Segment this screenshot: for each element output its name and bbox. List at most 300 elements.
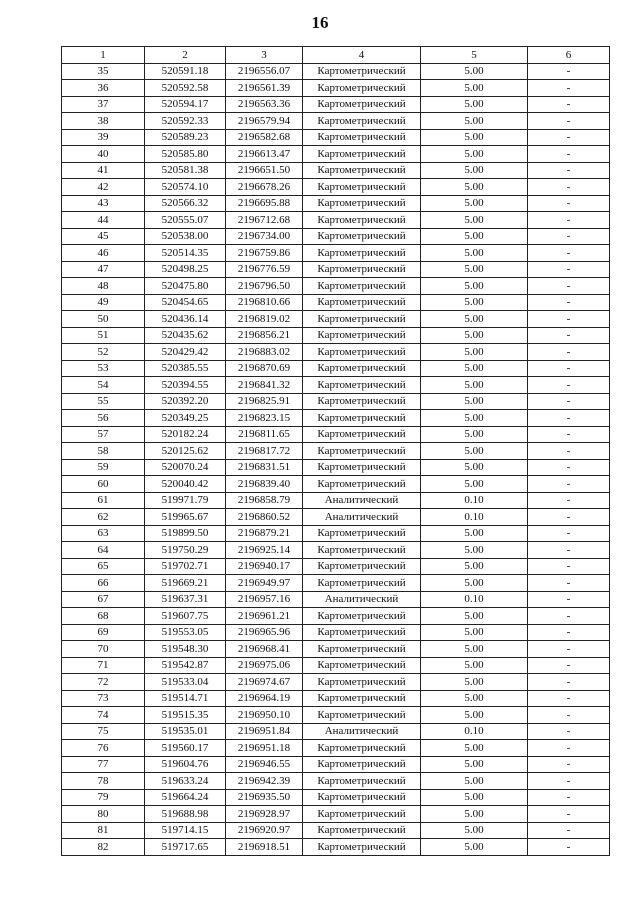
note-cell: -: [528, 839, 610, 856]
point-number-cell: 71: [62, 657, 145, 674]
point-number-cell: 69: [62, 624, 145, 641]
note-cell: -: [528, 740, 610, 757]
note-cell: -: [528, 278, 610, 295]
note-cell: -: [528, 294, 610, 311]
y-coordinate-cell: 2196734.00: [226, 228, 303, 245]
note-cell: -: [528, 756, 610, 773]
accuracy-cell: 5.00: [421, 839, 528, 856]
x-coordinate-cell: 520385.55: [145, 360, 226, 377]
y-coordinate-cell: 2196856.21: [226, 327, 303, 344]
method-cell: Картометрический: [303, 327, 421, 344]
table-row: [62, 146, 610, 163]
accuracy-cell: 5.00: [421, 608, 528, 625]
y-coordinate-cell: 2196965.96: [226, 624, 303, 641]
point-number-cell: 39: [62, 129, 145, 146]
y-coordinate-cell: 2196712.68: [226, 212, 303, 229]
note-cell: -: [528, 608, 610, 625]
accuracy-cell: 5.00: [421, 624, 528, 641]
x-coordinate-cell: 519542.87: [145, 657, 226, 674]
x-coordinate-cell: 520555.07: [145, 212, 226, 229]
y-coordinate-cell: 2196964.19: [226, 690, 303, 707]
point-number-cell: 37: [62, 96, 145, 113]
point-number-cell: 78: [62, 773, 145, 790]
point-number-cell: 63: [62, 525, 145, 542]
method-cell: Картометрический: [303, 344, 421, 361]
y-coordinate-cell: 2196582.68: [226, 129, 303, 146]
note-cell: -: [528, 212, 610, 229]
x-coordinate-cell: 519514.71: [145, 690, 226, 707]
accuracy-cell: 5.00: [421, 558, 528, 575]
accuracy-cell: 5.00: [421, 426, 528, 443]
table-row: [62, 575, 610, 592]
y-coordinate-cell: 2196858.79: [226, 492, 303, 509]
note-cell: -: [528, 228, 610, 245]
point-number-cell: 64: [62, 542, 145, 559]
x-coordinate-cell: 520125.62: [145, 443, 226, 460]
x-coordinate-cell: 520394.55: [145, 377, 226, 394]
table-row: [62, 393, 610, 410]
point-number-cell: 58: [62, 443, 145, 460]
note-cell: -: [528, 591, 610, 608]
table-row: [62, 63, 610, 80]
method-cell: Картометрический: [303, 179, 421, 196]
accuracy-cell: 5.00: [421, 113, 528, 130]
method-cell: Картометрический: [303, 377, 421, 394]
y-coordinate-cell: 2196918.51: [226, 839, 303, 856]
accuracy-cell: 5.00: [421, 707, 528, 724]
point-number-cell: 53: [62, 360, 145, 377]
x-coordinate-cell: 520070.24: [145, 459, 226, 476]
note-cell: -: [528, 327, 610, 344]
column-header-6: 6: [528, 47, 610, 64]
table-row: [62, 327, 610, 344]
column-header-4: 4: [303, 47, 421, 64]
x-coordinate-cell: 519717.65: [145, 839, 226, 856]
note-cell: -: [528, 806, 610, 823]
note-cell: -: [528, 707, 610, 724]
point-number-cell: 55: [62, 393, 145, 410]
method-cell: Картометрический: [303, 294, 421, 311]
table-row: [62, 311, 610, 328]
table-row: [62, 492, 610, 509]
table-row: [62, 591, 610, 608]
table-row: [62, 773, 610, 790]
accuracy-cell: 5.00: [421, 129, 528, 146]
x-coordinate-cell: 519515.35: [145, 707, 226, 724]
accuracy-cell: 0.10: [421, 509, 528, 526]
accuracy-cell: 5.00: [421, 261, 528, 278]
note-cell: -: [528, 459, 610, 476]
x-coordinate-cell: 520585.80: [145, 146, 226, 163]
note-cell: -: [528, 624, 610, 641]
point-number-cell: 57: [62, 426, 145, 443]
point-number-cell: 79: [62, 789, 145, 806]
point-number-cell: 40: [62, 146, 145, 163]
table-row: [62, 558, 610, 575]
note-cell: -: [528, 146, 610, 163]
note-cell: -: [528, 113, 610, 130]
point-number-cell: 46: [62, 245, 145, 262]
y-coordinate-cell: 2196651.50: [226, 162, 303, 179]
point-number-cell: 41: [62, 162, 145, 179]
y-coordinate-cell: 2196810.66: [226, 294, 303, 311]
note-cell: -: [528, 311, 610, 328]
accuracy-cell: 5.00: [421, 674, 528, 691]
accuracy-cell: 5.00: [421, 657, 528, 674]
point-number-cell: 62: [62, 509, 145, 526]
method-cell: Картометрический: [303, 707, 421, 724]
x-coordinate-cell: 520454.65: [145, 294, 226, 311]
x-coordinate-cell: 519637.31: [145, 591, 226, 608]
x-coordinate-cell: 519535.01: [145, 723, 226, 740]
method-cell: Картометрический: [303, 558, 421, 575]
note-cell: -: [528, 690, 610, 707]
table-row: [62, 212, 610, 229]
point-number-cell: 52: [62, 344, 145, 361]
table-row: [62, 443, 610, 460]
y-coordinate-cell: 2196819.02: [226, 311, 303, 328]
x-coordinate-cell: 519553.05: [145, 624, 226, 641]
method-cell: Аналитический: [303, 509, 421, 526]
accuracy-cell: 5.00: [421, 96, 528, 113]
x-coordinate-cell: 520475.80: [145, 278, 226, 295]
x-coordinate-cell: 519702.71: [145, 558, 226, 575]
method-cell: Картометрический: [303, 393, 421, 410]
table-row: [62, 839, 610, 856]
note-cell: -: [528, 195, 610, 212]
x-coordinate-cell: 519533.04: [145, 674, 226, 691]
x-coordinate-cell: 520592.33: [145, 113, 226, 130]
note-cell: -: [528, 344, 610, 361]
note-cell: -: [528, 261, 610, 278]
x-coordinate-cell: 519750.29: [145, 542, 226, 559]
table-row: [62, 96, 610, 113]
accuracy-cell: 5.00: [421, 822, 528, 839]
y-coordinate-cell: 2196925.14: [226, 542, 303, 559]
table-row: [62, 360, 610, 377]
table-row: [62, 624, 610, 641]
y-coordinate-cell: 2196839.40: [226, 476, 303, 493]
x-coordinate-cell: 520435.62: [145, 327, 226, 344]
point-number-cell: 74: [62, 707, 145, 724]
method-cell: Картометрический: [303, 476, 421, 493]
accuracy-cell: 5.00: [421, 525, 528, 542]
table-row: [62, 195, 610, 212]
point-number-cell: 68: [62, 608, 145, 625]
y-coordinate-cell: 2196776.59: [226, 261, 303, 278]
method-cell: Картометрический: [303, 212, 421, 229]
y-coordinate-cell: 2196975.06: [226, 657, 303, 674]
point-number-cell: 44: [62, 212, 145, 229]
y-coordinate-cell: 2196949.97: [226, 575, 303, 592]
accuracy-cell: 5.00: [421, 393, 528, 410]
table-row: [62, 261, 610, 278]
table-row: [62, 740, 610, 757]
y-coordinate-cell: 2196561.39: [226, 80, 303, 97]
point-number-cell: 43: [62, 195, 145, 212]
accuracy-cell: 5.00: [421, 63, 528, 80]
x-coordinate-cell: 520498.25: [145, 261, 226, 278]
x-coordinate-cell: 520566.32: [145, 195, 226, 212]
accuracy-cell: 0.10: [421, 492, 528, 509]
note-cell: -: [528, 657, 610, 674]
accuracy-cell: 5.00: [421, 80, 528, 97]
note-cell: -: [528, 789, 610, 806]
table-row: [62, 245, 610, 262]
method-cell: Картометрический: [303, 195, 421, 212]
method-cell: Картометрический: [303, 245, 421, 262]
table-row: [62, 690, 610, 707]
note-cell: -: [528, 723, 610, 740]
method-cell: Картометрический: [303, 641, 421, 658]
method-cell: Картометрический: [303, 410, 421, 427]
table-row: [62, 657, 610, 674]
method-cell: Картометрический: [303, 542, 421, 559]
note-cell: -: [528, 63, 610, 80]
x-coordinate-cell: 520436.14: [145, 311, 226, 328]
table-row: [62, 410, 610, 427]
note-cell: -: [528, 542, 610, 559]
note-cell: -: [528, 410, 610, 427]
accuracy-cell: 5.00: [421, 228, 528, 245]
note-cell: -: [528, 443, 610, 460]
method-cell: Картометрический: [303, 674, 421, 691]
y-coordinate-cell: 2196759.86: [226, 245, 303, 262]
x-coordinate-cell: 520429.42: [145, 344, 226, 361]
y-coordinate-cell: 2196678.26: [226, 179, 303, 196]
x-coordinate-cell: 520594.17: [145, 96, 226, 113]
method-cell: Картометрический: [303, 459, 421, 476]
accuracy-cell: 5.00: [421, 245, 528, 262]
x-coordinate-cell: 520574.10: [145, 179, 226, 196]
table-row: [62, 278, 610, 295]
y-coordinate-cell: 2196841.32: [226, 377, 303, 394]
accuracy-cell: 5.00: [421, 806, 528, 823]
note-cell: -: [528, 476, 610, 493]
method-cell: Картометрический: [303, 789, 421, 806]
note-cell: -: [528, 80, 610, 97]
table-header-row: [62, 47, 610, 64]
accuracy-cell: 0.10: [421, 723, 528, 740]
y-coordinate-cell: 2196811.65: [226, 426, 303, 443]
accuracy-cell: 5.00: [421, 690, 528, 707]
y-coordinate-cell: 2196860.52: [226, 509, 303, 526]
note-cell: -: [528, 377, 610, 394]
y-coordinate-cell: 2196563.36: [226, 96, 303, 113]
x-coordinate-cell: 520538.00: [145, 228, 226, 245]
y-coordinate-cell: 2196579.94: [226, 113, 303, 130]
y-coordinate-cell: 2196940.17: [226, 558, 303, 575]
accuracy-cell: 5.00: [421, 146, 528, 163]
accuracy-cell: 5.00: [421, 377, 528, 394]
method-cell: Картометрический: [303, 63, 421, 80]
column-header-5: 5: [421, 47, 528, 64]
method-cell: Аналитический: [303, 492, 421, 509]
method-cell: Картометрический: [303, 822, 421, 839]
point-number-cell: 70: [62, 641, 145, 658]
x-coordinate-cell: 519548.30: [145, 641, 226, 658]
note-cell: -: [528, 575, 610, 592]
note-cell: -: [528, 245, 610, 262]
x-coordinate-cell: 519604.76: [145, 756, 226, 773]
point-number-cell: 50: [62, 311, 145, 328]
table-row: [62, 113, 610, 130]
x-coordinate-cell: 519899.50: [145, 525, 226, 542]
accuracy-cell: 5.00: [421, 195, 528, 212]
accuracy-cell: 5.00: [421, 740, 528, 757]
accuracy-cell: 5.00: [421, 162, 528, 179]
column-header-2: 2: [145, 47, 226, 64]
table-row: [62, 228, 610, 245]
accuracy-cell: 5.00: [421, 179, 528, 196]
point-number-cell: 59: [62, 459, 145, 476]
method-cell: Картометрический: [303, 228, 421, 245]
y-coordinate-cell: 2196950.10: [226, 707, 303, 724]
y-coordinate-cell: 2196870.69: [226, 360, 303, 377]
method-cell: Картометрический: [303, 426, 421, 443]
point-number-cell: 80: [62, 806, 145, 823]
x-coordinate-cell: 520591.18: [145, 63, 226, 80]
accuracy-cell: 5.00: [421, 278, 528, 295]
accuracy-cell: 5.00: [421, 410, 528, 427]
y-coordinate-cell: 2196831.51: [226, 459, 303, 476]
accuracy-cell: 5.00: [421, 542, 528, 559]
accuracy-cell: 5.00: [421, 476, 528, 493]
y-coordinate-cell: 2196928.97: [226, 806, 303, 823]
note-cell: -: [528, 492, 610, 509]
table-row: [62, 641, 610, 658]
x-coordinate-cell: 520581.38: [145, 162, 226, 179]
accuracy-cell: 5.00: [421, 360, 528, 377]
x-coordinate-cell: 519714.15: [145, 822, 226, 839]
accuracy-cell: 5.00: [421, 789, 528, 806]
point-number-cell: 51: [62, 327, 145, 344]
method-cell: Картометрический: [303, 839, 421, 856]
accuracy-cell: 5.00: [421, 641, 528, 658]
method-cell: Картометрический: [303, 443, 421, 460]
table-row: [62, 476, 610, 493]
point-number-cell: 65: [62, 558, 145, 575]
note-cell: -: [528, 162, 610, 179]
accuracy-cell: 5.00: [421, 344, 528, 361]
method-cell: Картометрический: [303, 575, 421, 592]
table-row: [62, 674, 610, 691]
method-cell: Картометрический: [303, 113, 421, 130]
y-coordinate-cell: 2196974.67: [226, 674, 303, 691]
method-cell: Картометрический: [303, 608, 421, 625]
method-cell: Картометрический: [303, 740, 421, 757]
note-cell: -: [528, 509, 610, 526]
page-number: 16: [311, 13, 329, 32]
method-cell: Аналитический: [303, 723, 421, 740]
table-row: [62, 822, 610, 839]
table-row: [62, 426, 610, 443]
y-coordinate-cell: 2196957.16: [226, 591, 303, 608]
x-coordinate-cell: 520514.35: [145, 245, 226, 262]
method-cell: Картометрический: [303, 525, 421, 542]
point-number-cell: 66: [62, 575, 145, 592]
coordinates-table: [61, 46, 610, 856]
y-coordinate-cell: 2196695.88: [226, 195, 303, 212]
table-row: [62, 179, 610, 196]
note-cell: -: [528, 773, 610, 790]
point-number-cell: 56: [62, 410, 145, 427]
y-coordinate-cell: 2196961.21: [226, 608, 303, 625]
note-cell: -: [528, 558, 610, 575]
x-coordinate-cell: 519669.21: [145, 575, 226, 592]
y-coordinate-cell: 2196968.41: [226, 641, 303, 658]
y-coordinate-cell: 2196825.91: [226, 393, 303, 410]
table-row: [62, 542, 610, 559]
table-row: [62, 509, 610, 526]
point-number-cell: 75: [62, 723, 145, 740]
method-cell: Картометрический: [303, 146, 421, 163]
x-coordinate-cell: 520589.23: [145, 129, 226, 146]
point-number-cell: 82: [62, 839, 145, 856]
table-row: [62, 723, 610, 740]
table-row: [62, 608, 610, 625]
method-cell: Картометрический: [303, 129, 421, 146]
note-cell: -: [528, 822, 610, 839]
column-header-3: 3: [226, 47, 303, 64]
table-row: [62, 344, 610, 361]
y-coordinate-cell: 2196613.47: [226, 146, 303, 163]
table-row: [62, 377, 610, 394]
y-coordinate-cell: 2196935.50: [226, 789, 303, 806]
table-row: [62, 525, 610, 542]
method-cell: Картометрический: [303, 690, 421, 707]
point-number-cell: 45: [62, 228, 145, 245]
accuracy-cell: 0.10: [421, 591, 528, 608]
y-coordinate-cell: 2196883.02: [226, 344, 303, 361]
method-cell: Картометрический: [303, 278, 421, 295]
table-row: [62, 756, 610, 773]
table-row: [62, 707, 610, 724]
table-row: [62, 294, 610, 311]
column-header-1: 1: [62, 47, 145, 64]
accuracy-cell: 5.00: [421, 773, 528, 790]
point-number-cell: 77: [62, 756, 145, 773]
y-coordinate-cell: 2196823.15: [226, 410, 303, 427]
x-coordinate-cell: 520040.42: [145, 476, 226, 493]
method-cell: Картометрический: [303, 773, 421, 790]
y-coordinate-cell: 2196556.07: [226, 63, 303, 80]
method-cell: Картометрический: [303, 162, 421, 179]
y-coordinate-cell: 2196796.50: [226, 278, 303, 295]
table-row: [62, 80, 610, 97]
note-cell: -: [528, 674, 610, 691]
x-coordinate-cell: 520392.20: [145, 393, 226, 410]
note-cell: -: [528, 129, 610, 146]
x-coordinate-cell: 520349.25: [145, 410, 226, 427]
accuracy-cell: 5.00: [421, 459, 528, 476]
point-number-cell: 54: [62, 377, 145, 394]
table-row: [62, 459, 610, 476]
x-coordinate-cell: 519965.67: [145, 509, 226, 526]
table-row: [62, 789, 610, 806]
point-number-cell: 42: [62, 179, 145, 196]
accuracy-cell: 5.00: [421, 212, 528, 229]
note-cell: -: [528, 360, 610, 377]
x-coordinate-cell: 519607.75: [145, 608, 226, 625]
x-coordinate-cell: 519688.98: [145, 806, 226, 823]
note-cell: -: [528, 525, 610, 542]
table-row: [62, 806, 610, 823]
method-cell: Картометрический: [303, 80, 421, 97]
method-cell: Картометрический: [303, 657, 421, 674]
y-coordinate-cell: 2196879.21: [226, 525, 303, 542]
y-coordinate-cell: 2196942.39: [226, 773, 303, 790]
